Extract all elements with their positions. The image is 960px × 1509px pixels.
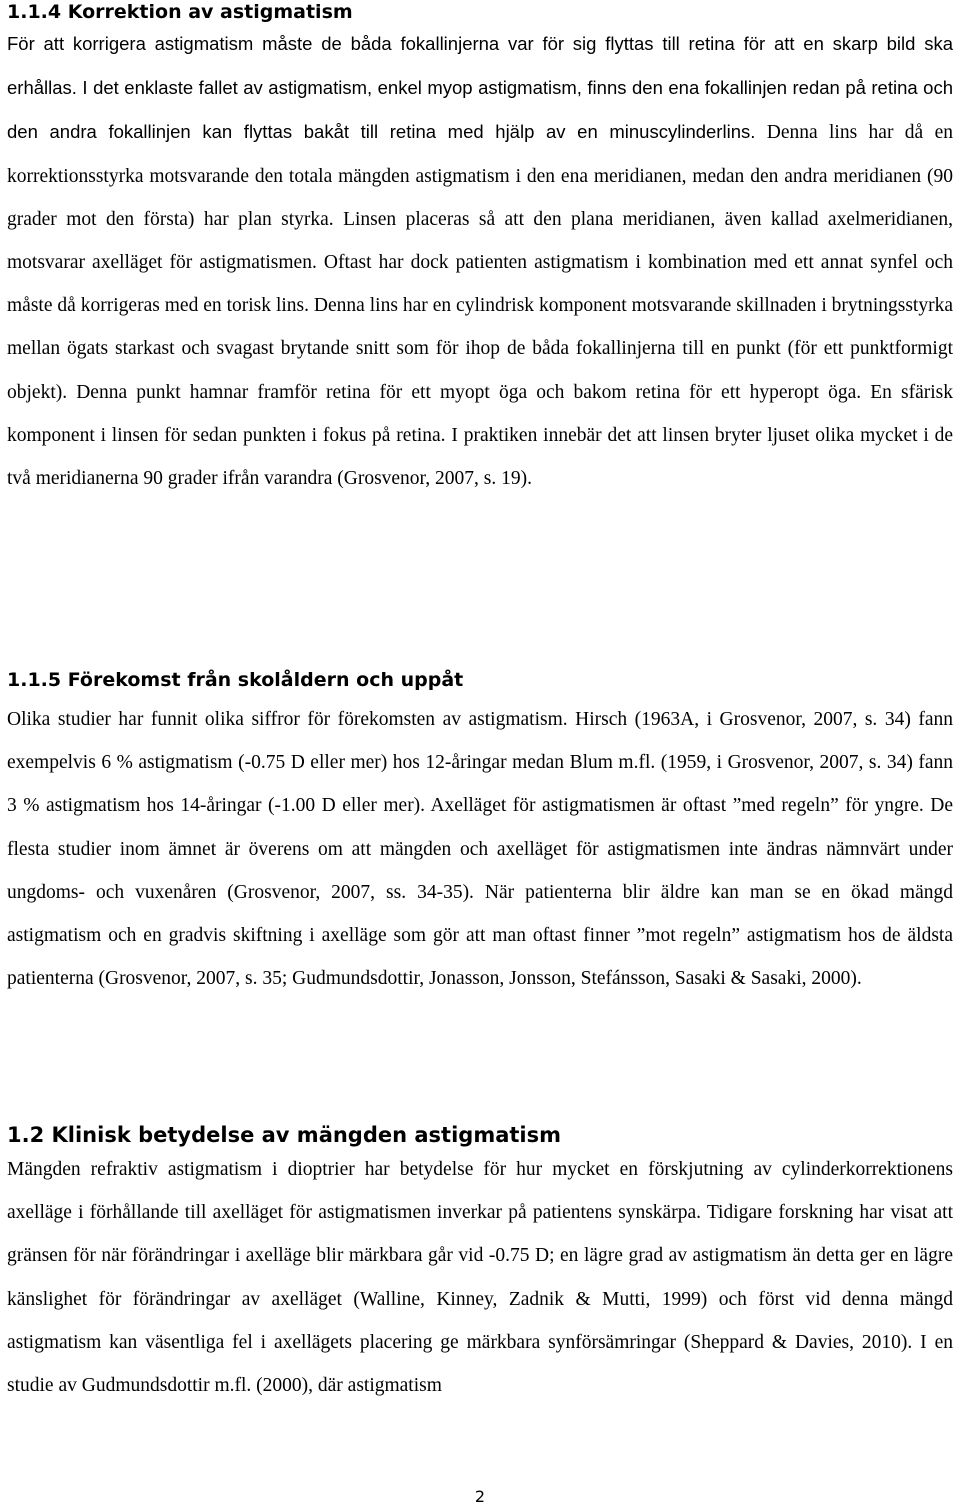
page-number: 2 <box>474 1487 486 1506</box>
paragraph-korrektion-serif: Denna lins har då en korrektionsstyrka motsvarande den totala mängden astigmatism i den ena meridianen, medan den andra meridianen (90 grader mot den första) har plan styrka. Linsen placeras så att den plana meridianen, även kallad axelmeridianen, motsvarar axelläget för astigmatismen. Oftast har dock patienten astigmatism i kombination med ett annat synfel och måste då korrigeras med en torisk lins. Denna lins har en cylindrisk komponent motsvarande skillnaden i brytningsstyrka mellan ögats starkast och svagast brytande snitt som för ihop de båda fokallinjerna till en punkt (för ett punktformigt objekt). Denna punkt hamnar framför retina för ett myopt öga och bakom retina för ett hyperopt öga. En sfärisk komponent i linsen för sedan punkten i fokus på retina. I praktiken innebär det att linsen bryter ljuset olika mycket i de två meridianerna 90 grader ifrån varandra (Grosvenor, 2007, s. 19). <box>7 122 953 490</box>
paragraph-klinisk-betydelse: Mängden refraktiv astigmatism i dioptrier har betydelse för hur mycket en förskjutning av cylinderkorrektionens axelläge i förhållande till axelläget för astigmatismen inverkar på patientens synskärpa. Tidigare forskning har visat att gränsen för när förändringar i axelläge blir märkbara går vid -0.75 D; en lägre grad av astigmatism än detta ger en lägre känslighet för förändringar av axelläget (Walline, Kinney, Zadnik & Mutti, 1999) och först vid denna mängd astigmatism kan väsentliga fel i axellägets placering ge märkbara synförsämringar (Sheppard & Davies, 2010). I en studie av Gudmundsdottir m.fl. (2000), där astigmatism <box>7 1159 953 1397</box>
heading-1-1-4: 1.1.4 Korrektion av astigmatism <box>7 1 353 23</box>
paragraph-korrektion-sans: För att korrigera astigmatism måste de båda fokallinjerna var för sig flyttas till retina för att en skarp bild ska erhållas. I det enklaste fallet av astigmatism, enkel myop astigmatism, finns den ena fokallinjen redan på retina och den andra fokallinjen kan flyttas bakåt till retina med hjälp av en minuscylinderlins. <box>7 33 953 143</box>
paragraph-korrektion <box>7 22 953 500</box>
heading-1-1-5: 1.1.5 Förekomst från skolåldern och uppåt <box>7 669 464 691</box>
heading-1-2: 1.2 Klinisk betydelse av mängden astigmatism <box>7 1123 561 1147</box>
paragraph-forekomst: Olika studier har funnit olika siffror för förekomsten av astigmatism. Hirsch (1963A, i Grosvenor, 2007, s. 34) fann exempelvis 6 % astigmatism (-0.75 D eller mer) hos 12-åringar medan Blum m.fl. (1959, i Grosvenor, 2007, s. 34) fann 3 % astigmatism hos 14-åringar (-1.00 D eller mer). Axelläget för astigmatismen är oftast ”med regeln” för yngre. De flesta studier inom ämnet är överens om att mängden och axelläget för astigmatismen inte ändras nämnvärt under ungdoms- och vuxenåren (Grosvenor, 2007, ss. 34-35). När patienterna blir äldre kan man se en ökad mängd astigmatism och en gradvis skiftning i axelläge som gör att man oftast finner ”mot regeln” astigmatism hos de äldsta patienterna (Grosvenor, 2007, s. 35; Gudmundsdottir, Jonasson, Jonsson, Stefánsson, Sasaki & Sasaki, 2000). <box>7 709 953 990</box>
